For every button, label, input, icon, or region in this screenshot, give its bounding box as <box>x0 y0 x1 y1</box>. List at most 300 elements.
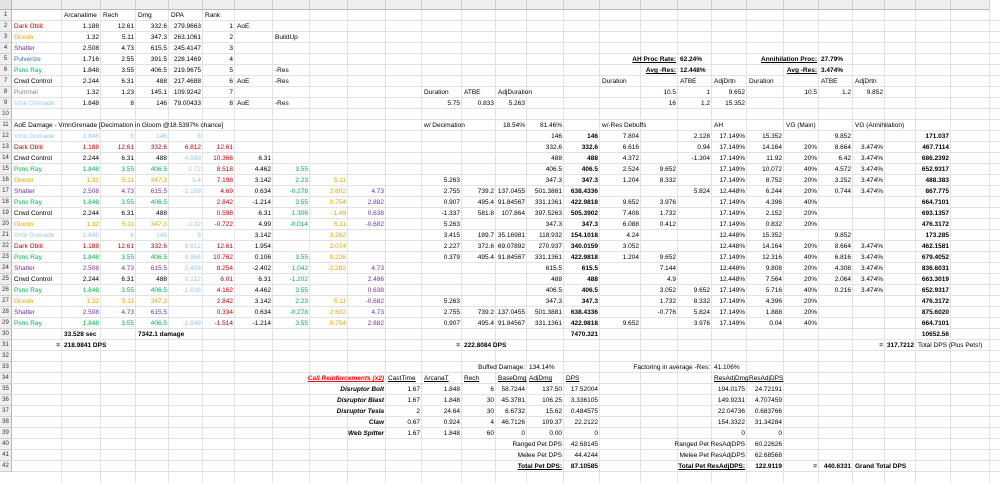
cell-x42[interactable]: Grand Total DPS <box>855 463 907 470</box>
cell-i21[interactable]: 3.262 <box>329 232 346 239</box>
cell-g17[interactable]: 0.634 <box>254 188 271 195</box>
cell-b26[interactable]: 1.848 <box>82 287 99 294</box>
cell-a23[interactable]: Psns Ray <box>14 254 42 261</box>
cell-d19[interactable]: 488 <box>156 210 167 217</box>
cell-u7[interactable]: Duration <box>749 78 774 85</box>
cell-x16[interactable]: 3.474% <box>860 177 883 184</box>
cell-b7[interactable]: 2.244 <box>82 78 99 85</box>
cell-z29[interactable]: 664.7101 <box>921 320 949 327</box>
cell-v27[interactable]: 20% <box>803 298 817 305</box>
cell-d4[interactable]: 615.5 <box>150 45 167 52</box>
cell-j24[interactable]: 4.73 <box>371 265 384 272</box>
cell-s5[interactable]: 62.24% <box>680 56 703 63</box>
cell-o37[interactable]: 15.62 <box>545 408 562 415</box>
cell-w6[interactable]: 3.474% <box>821 67 844 74</box>
cell-w17[interactable]: 0.744 <box>834 188 851 195</box>
cell-n22[interactable]: 69.07892 <box>497 243 525 250</box>
cell-x8[interactable]: 9.852 <box>866 89 883 96</box>
cell-j38[interactable]: Claw <box>368 419 384 426</box>
cell-k37[interactable]: 2 <box>416 408 420 415</box>
cell-t21[interactable]: 12.448% <box>719 232 745 239</box>
cell-o25[interactable]: 488 <box>551 276 562 283</box>
cell-b1[interactable]: Arcanatime <box>64 12 97 19</box>
row-header[interactable]: 24 <box>0 263 12 274</box>
cell-e25[interactable]: 0.212 <box>184 276 201 283</box>
cell-c24[interactable]: 4.73 <box>121 265 134 272</box>
cell-o42[interactable]: Total Pet DPS: <box>517 463 562 470</box>
cell-p38[interactable]: 22.2122 <box>574 419 598 426</box>
cell-t13[interactable]: 17.149% <box>719 144 745 151</box>
column-header-aa[interactable] <box>951 0 990 10</box>
cell-b16[interactable]: 1.32 <box>86 177 99 184</box>
cell-d23[interactable]: 406.5 <box>150 254 167 261</box>
cell-w7[interactable]: ATBE <box>821 78 838 85</box>
cell-p39[interactable]: 0 <box>594 430 598 437</box>
cell-u22[interactable]: 14.164 <box>762 243 782 250</box>
cell-m21[interactable]: 189.7 <box>477 232 494 239</box>
cell-b15[interactable]: 1.848 <box>82 166 99 173</box>
cell-o15[interactable]: 406.5 <box>545 166 562 173</box>
cell-w42[interactable]: 440.6331 <box>823 463 851 470</box>
cell-l21[interactable]: 3.415 <box>443 232 460 239</box>
cell-e26[interactable]: -1.636 <box>182 287 201 294</box>
row-header[interactable]: 30 <box>0 329 12 340</box>
cell-h6[interactable]: -Res <box>275 67 289 74</box>
row-header[interactable]: 22 <box>0 241 12 252</box>
cell-b17[interactable]: 2.508 <box>82 188 99 195</box>
cell-p29[interactable]: 422.9818 <box>570 320 598 327</box>
cell-w24[interactable]: 4.308 <box>834 265 851 272</box>
row-header[interactable]: 18 <box>0 197 12 208</box>
row-header[interactable]: 15 <box>0 164 12 175</box>
cell-b13[interactable]: 1.188 <box>82 144 99 151</box>
cell-z12[interactable]: 171.037 <box>925 133 949 140</box>
cell-h26[interactable]: 3.55 <box>295 287 308 294</box>
cell-c6[interactable]: 3.55 <box>121 67 134 74</box>
cell-p35[interactable]: 17.52004 <box>570 386 598 393</box>
cell-d18[interactable]: 406.5 <box>150 199 167 206</box>
cell-g26[interactable]: 4.462 <box>254 287 271 294</box>
cell-n23[interactable]: 91.84567 <box>497 254 525 261</box>
cell-c20[interactable]: 5.11 <box>121 221 134 228</box>
cell-t16[interactable]: 17.149% <box>719 177 745 184</box>
cell-t9[interactable]: 15.352 <box>725 100 745 107</box>
row-header[interactable]: 42 <box>0 461 12 472</box>
cell-e4[interactable]: 245.4147 <box>173 45 201 52</box>
cell-z26[interactable]: 652.9317 <box>921 287 949 294</box>
cell-v23[interactable]: 40% <box>803 254 817 261</box>
row-header[interactable]: 34 <box>0 373 12 384</box>
cell-l22[interactable]: 2.227 <box>443 243 460 250</box>
cell-c7[interactable]: 6.31 <box>121 78 134 85</box>
cell-u13[interactable]: 14.164 <box>762 144 782 151</box>
cell-d29[interactable]: 406.5 <box>150 320 167 327</box>
cell-o17[interactable]: 501.3881 <box>534 188 562 195</box>
cell-p42[interactable]: 87.10585 <box>570 463 598 470</box>
cell-a19[interactable]: Crwd Control <box>14 210 52 217</box>
cell-a21[interactable]: Vmn Grenade <box>14 232 55 239</box>
cell-i20[interactable]: 5.11 <box>333 221 346 228</box>
cell-l38[interactable]: 0.924 <box>443 419 460 426</box>
row-header[interactable]: 7 <box>0 76 12 87</box>
cell-k34[interactable]: CastTime <box>388 375 416 382</box>
row-header[interactable]: 27 <box>0 296 12 307</box>
column-header-q[interactable] <box>600 0 641 10</box>
cell-o18[interactable]: 331.1361 <box>534 199 562 206</box>
cell-t25[interactable]: 12.448% <box>719 276 745 283</box>
cell-t34[interactable]: ResAdjDmg <box>714 375 749 382</box>
cell-u39[interactable]: 0 <box>778 430 782 437</box>
cell-f29[interactable]: -1.514 <box>214 320 233 327</box>
cell-v15[interactable]: 40% <box>803 166 817 173</box>
cell-e24[interactable]: 2.456 <box>184 265 201 272</box>
cell-z19[interactable]: 693.1357 <box>921 210 949 217</box>
cell-n38[interactable]: 46.7126 <box>501 419 525 426</box>
column-header-g[interactable] <box>235 0 273 10</box>
cell-z28[interactable]: 875.6020 <box>921 309 949 316</box>
cell-w15[interactable]: 4.572 <box>834 166 851 173</box>
cell-u17[interactable]: 6.244 <box>765 188 782 195</box>
cell-z21[interactable]: 173.285 <box>925 232 949 239</box>
cell-a22[interactable]: Dark Oblit <box>14 243 43 250</box>
cell-e17[interactable]: -1.108 <box>182 188 201 195</box>
cell-j35[interactable]: Disruptor Bolt <box>340 386 384 393</box>
cell-q7[interactable]: Duration <box>602 78 627 85</box>
cell-j19[interactable]: 0.638 <box>367 210 384 217</box>
cell-i22[interactable]: 2.074 <box>329 243 346 250</box>
cell-d30[interactable]: 7342.1 damage <box>138 331 185 338</box>
cell-o33[interactable]: 134.14% <box>529 364 555 371</box>
cell-w22[interactable]: 8.664 <box>834 243 851 250</box>
cell-p26[interactable]: 406.5 <box>581 287 598 294</box>
cell-p37[interactable]: 0.484575 <box>570 408 598 415</box>
row-header[interactable]: 28 <box>0 307 12 318</box>
cell-n33[interactable]: Buffed Damage: <box>478 364 525 371</box>
cell-g15[interactable]: 4.462 <box>254 166 271 173</box>
cell-g22[interactable]: 1.954 <box>254 243 271 250</box>
cell-e2[interactable]: 279.9663 <box>173 23 201 30</box>
cell-h18[interactable]: 3.55 <box>295 199 308 206</box>
cell-a13[interactable]: Dark Oblit <box>14 144 43 151</box>
cell-i19[interactable]: -1.49 <box>331 210 346 217</box>
row-header[interactable]: 6 <box>0 65 12 76</box>
cell-i27[interactable]: 5.11 <box>333 298 346 305</box>
cell-l28[interactable]: 2.755 <box>443 309 460 316</box>
cell-u27[interactable]: 4.396 <box>765 298 782 305</box>
cell-a15[interactable]: Psns Ray <box>14 166 42 173</box>
cell-z27[interactable]: 476.3172 <box>921 298 949 305</box>
cell-m23[interactable]: 495.4 <box>477 254 494 261</box>
cell-i23[interactable]: 0.226 <box>329 254 346 261</box>
cell-q15[interactable]: 2.524 <box>622 166 639 173</box>
cell-l34[interactable]: ArcanaT <box>424 375 449 382</box>
cell-d7[interactable]: 488 <box>156 78 167 85</box>
cell-u37[interactable]: 0.683766 <box>754 408 782 415</box>
cell-g14[interactable]: 6.31 <box>258 155 271 162</box>
cell-r18[interactable]: 3.976 <box>659 199 676 206</box>
cell-o38[interactable]: 109.37 <box>542 419 562 426</box>
cell-w5[interactable]: 27.79% <box>821 56 844 63</box>
cell-o39[interactable]: 0.00 <box>549 430 562 437</box>
cell-v13[interactable]: 20% <box>803 144 817 151</box>
cell-f22[interactable]: 12.61 <box>216 243 233 250</box>
cell-a5[interactable]: Pulverize <box>14 56 41 63</box>
cell-c22[interactable]: 12.61 <box>117 243 134 250</box>
cell-t26[interactable]: 17.149% <box>719 287 745 294</box>
cell-l17[interactable]: 2.755 <box>443 188 460 195</box>
cell-f15[interactable]: 8.518 <box>216 166 233 173</box>
cell-f7[interactable]: 6 <box>229 78 233 85</box>
cell-u14[interactable]: 11.92 <box>766 155 782 162</box>
cell-n9[interactable]: 5.263 <box>508 100 525 107</box>
cell-s6[interactable]: 12.448% <box>680 67 706 74</box>
cell-i24[interactable]: -2.282 <box>327 265 346 272</box>
cell-e9[interactable]: 79.00433 <box>173 100 201 107</box>
cell-v6[interactable]: Avg -Res: <box>786 67 817 74</box>
column-header-r[interactable] <box>641 0 678 10</box>
cell-d26[interactable]: 406.5 <box>150 287 167 294</box>
row-header[interactable]: 2 <box>0 21 12 32</box>
cell-a8[interactable]: Pummel <box>14 89 38 96</box>
cell-d2[interactable]: 332.6 <box>150 23 167 30</box>
cell-g18[interactable]: -1.214 <box>252 199 271 206</box>
cell-j26[interactable]: 0.638 <box>367 287 384 294</box>
cell-c16[interactable]: 5.11 <box>121 177 134 184</box>
row-header[interactable]: 33 <box>0 362 12 373</box>
cell-q18[interactable]: 9.652 <box>622 199 639 206</box>
column-header-x[interactable] <box>853 0 885 10</box>
cell-z31[interactable]: Total DPS (Plus Pets!) <box>918 342 983 349</box>
cell-s27[interactable]: 8.332 <box>693 298 710 305</box>
cell-e13[interactable]: 6.812 <box>184 144 201 151</box>
row-header[interactable]: 17 <box>0 186 12 197</box>
cell-o24[interactable]: 615.5 <box>545 265 562 272</box>
cell-u41[interactable]: 62.68568 <box>754 452 782 459</box>
cell-b12[interactable]: 1.848 <box>82 133 99 140</box>
cell-f16[interactable]: 7.198 <box>216 177 233 184</box>
cell-z20[interactable]: 476.3172 <box>921 221 949 228</box>
cell-d27[interactable]: 347.3 <box>150 298 167 305</box>
cell-r23[interactable]: 9.652 <box>659 254 676 261</box>
cell-r25[interactable]: 4.9 <box>666 276 676 283</box>
cell-f24[interactable]: 8.254 <box>216 265 233 272</box>
cell-p16[interactable]: 347.3 <box>581 177 598 184</box>
cell-g7[interactable]: AoE <box>237 78 250 85</box>
cell-c26[interactable]: 3.55 <box>121 287 134 294</box>
cell-m18[interactable]: 495.4 <box>477 199 494 206</box>
cell-j28[interactable]: 4.73 <box>371 309 384 316</box>
cell-v28[interactable]: 20% <box>803 309 817 316</box>
cell-m38[interactable]: 4 <box>490 419 494 426</box>
cell-g27[interactable]: 3.142 <box>254 298 271 305</box>
cell-a28[interactable]: Shatter <box>14 309 35 316</box>
cell-r8[interactable]: 10.5 <box>663 89 676 96</box>
cell-p28[interactable]: 638.4336 <box>570 309 598 316</box>
cell-g23[interactable]: 0.106 <box>254 254 271 261</box>
cell-a4[interactable]: Shatter <box>14 45 35 52</box>
cell-d9[interactable]: 146 <box>156 100 167 107</box>
cell-i17[interactable]: 2.602 <box>329 188 346 195</box>
cell-b27[interactable]: 1.32 <box>86 298 99 305</box>
cell-s13[interactable]: 0.94 <box>697 144 710 151</box>
cell-b25[interactable]: 2.244 <box>82 276 99 283</box>
cell-m39[interactable]: 60 <box>486 430 494 437</box>
cell-n39[interactable]: 0 <box>521 430 525 437</box>
cell-b20[interactable]: 1.32 <box>86 221 99 228</box>
cell-d25[interactable]: 488 <box>156 276 167 283</box>
cell-h9[interactable]: -Res <box>275 100 289 107</box>
cell-w8[interactable]: 1.2 <box>841 89 851 96</box>
cell-b24[interactable]: 2.508 <box>82 265 99 272</box>
cell-d1[interactable]: Dmg <box>138 12 152 19</box>
cell-r9[interactable]: 16 <box>668 100 676 107</box>
cell-d21[interactable]: 146 <box>156 232 167 239</box>
cell-l9[interactable]: 5.75 <box>447 100 460 107</box>
cell-u25[interactable]: 7.564 <box>765 276 782 283</box>
cell-o28[interactable]: 501.3881 <box>534 309 562 316</box>
row-header[interactable]: 11 <box>0 120 12 131</box>
cell-m35[interactable]: 6 <box>490 386 494 393</box>
cell-u36[interactable]: 4.707459 <box>754 397 782 404</box>
column-header-s[interactable] <box>678 0 712 10</box>
cell-u38[interactable]: 31.34284 <box>754 419 782 426</box>
cell-l27[interactable]: 5.263 <box>443 298 460 305</box>
row-header[interactable]: 19 <box>0 208 12 219</box>
cell-s8[interactable]: 1 <box>706 89 710 96</box>
cell-x31[interactable]: = <box>879 342 883 349</box>
cell-v8[interactable]: 10.5 <box>804 89 817 96</box>
cell-g16[interactable]: 3.142 <box>254 177 271 184</box>
cell-f23[interactable]: 10.762 <box>213 254 233 261</box>
cell-q16[interactable]: 1.204 <box>622 177 639 184</box>
cell-u20[interactable]: 0.832 <box>765 221 782 228</box>
cell-v5[interactable]: Annihilation Proc: <box>761 56 817 63</box>
row-header[interactable]: 8 <box>0 87 12 98</box>
cell-d12[interactable]: 146 <box>156 133 167 140</box>
cell-l20[interactable]: 5.263 <box>443 221 460 228</box>
column-header-m[interactable] <box>462 0 496 10</box>
cell-j37[interactable]: Disruptor Tesla <box>336 408 384 415</box>
cell-d5[interactable]: 391.5 <box>150 56 167 63</box>
cell-b18[interactable]: 1.848 <box>82 199 99 206</box>
row-header[interactable]: 38 <box>0 417 12 428</box>
cell-f14[interactable]: 10.366 <box>213 155 233 162</box>
row-header[interactable]: 41 <box>0 450 12 461</box>
cell-o36[interactable]: 106.25 <box>542 397 562 404</box>
cell-t28[interactable]: 17.149% <box>719 309 745 316</box>
cell-m22[interactable]: 372.6 <box>477 243 494 250</box>
cell-d20[interactable]: 347.3 <box>150 221 167 228</box>
cell-p40[interactable]: 42.68145 <box>570 441 598 448</box>
cell-u12[interactable]: 15.352 <box>762 133 782 140</box>
cell-o41[interactable]: Melee Pet DPS <box>517 452 562 459</box>
cell-j34[interactable]: Call Reinforcements (x2) <box>307 375 384 382</box>
cell-k36[interactable]: 1.67 <box>407 397 420 404</box>
row-header[interactable]: 26 <box>0 285 12 296</box>
cell-b22[interactable]: 1.188 <box>82 243 99 250</box>
column-header-t[interactable] <box>712 0 747 10</box>
cell-q13[interactable]: 6.616 <box>622 144 639 151</box>
cell-a17[interactable]: Shatter <box>14 188 35 195</box>
cell-b29[interactable]: 1.848 <box>82 320 99 327</box>
select-all-corner[interactable] <box>0 0 12 10</box>
cell-g24[interactable]: -2.402 <box>252 265 271 272</box>
cell-u28[interactable]: 1.888 <box>765 309 782 316</box>
cell-l23[interactable]: 0.379 <box>443 254 460 261</box>
cell-c29[interactable]: 3.55 <box>121 320 134 327</box>
column-header-k[interactable] <box>386 0 422 10</box>
cell-e3[interactable]: 263.1061 <box>173 34 201 41</box>
cell-p14[interactable]: 488 <box>587 155 598 162</box>
cell-s14[interactable]: -1.304 <box>691 155 710 162</box>
cell-j39[interactable]: Web Spitter <box>348 430 384 437</box>
cell-c25[interactable]: 6.31 <box>121 276 134 283</box>
cell-y31[interactable]: 317.7212 <box>886 342 914 349</box>
cell-c9[interactable]: 8 <box>130 100 134 107</box>
cell-f18[interactable]: 2.842 <box>216 199 233 206</box>
cell-t20[interactable]: 17.149% <box>719 221 745 228</box>
cell-f1[interactable]: Rank <box>205 12 221 19</box>
cell-e15[interactable]: 2.72 <box>188 166 201 173</box>
cell-d24[interactable]: 615.5 <box>150 265 167 272</box>
cell-v14[interactable]: 20% <box>803 155 817 162</box>
cell-o23[interactable]: 331.1361 <box>534 254 562 261</box>
cell-r15[interactable]: 9.652 <box>659 166 676 173</box>
cell-k38[interactable]: 0.67 <box>407 419 420 426</box>
cell-b2[interactable]: 1.188 <box>82 23 99 30</box>
cell-a6[interactable]: Psns Ray <box>14 67 42 74</box>
cell-l8[interactable]: Duration <box>424 89 449 96</box>
cell-t19[interactable]: 17.149% <box>719 210 745 217</box>
cell-s12[interactable]: 2.128 <box>693 133 710 140</box>
row-header[interactable]: 37 <box>0 406 12 417</box>
cell-c15[interactable]: 3.55 <box>121 166 134 173</box>
cell-e14[interactable]: 4.568 <box>184 155 201 162</box>
row-header[interactable]: 35 <box>0 384 12 395</box>
cell-d6[interactable]: 406.5 <box>150 67 167 74</box>
cell-f9[interactable]: 8 <box>229 100 233 107</box>
cell-w12[interactable]: 9.852 <box>834 133 851 140</box>
cell-x23[interactable]: 3.474% <box>860 254 883 261</box>
row-header[interactable]: 23 <box>0 252 12 263</box>
cell-z17[interactable]: 867.775 <box>925 188 949 195</box>
cell-f25[interactable]: 6.01 <box>220 276 233 283</box>
cell-f20[interactable]: -0.722 <box>214 221 233 228</box>
cell-h24[interactable]: 1.042 <box>291 265 308 272</box>
cell-p12[interactable]: 146 <box>587 133 598 140</box>
cell-a2[interactable]: Dark Oblit <box>14 23 43 30</box>
cell-m29[interactable]: 495.4 <box>477 320 494 327</box>
cell-w14[interactable]: 6.42 <box>838 155 851 162</box>
column-header-e[interactable] <box>169 0 203 10</box>
cell-f27[interactable]: 2.842 <box>216 298 233 305</box>
cell-v16[interactable]: 20% <box>803 177 817 184</box>
cell-n18[interactable]: 91.84567 <box>497 199 525 206</box>
cell-m31[interactable]: 222.8084 DPS <box>464 342 507 349</box>
cell-t42[interactable]: Total Pet ResAdjDPS: <box>678 463 745 470</box>
cell-p17[interactable]: 638.4336 <box>570 188 598 195</box>
cell-u42[interactable]: 122.9119 <box>755 463 782 470</box>
cell-r6[interactable]: Avg -Res: <box>645 67 676 74</box>
cell-z18[interactable]: 664.7101 <box>921 199 949 206</box>
cell-m36[interactable]: 30 <box>486 397 494 404</box>
cell-u23[interactable]: 12.316 <box>762 254 782 261</box>
cell-c18[interactable]: 3.55 <box>121 199 134 206</box>
cell-c4[interactable]: 4.73 <box>121 45 134 52</box>
cell-a24[interactable]: Shatter <box>14 265 35 272</box>
cell-z25[interactable]: 663.3019 <box>921 276 949 283</box>
cell-d15[interactable]: 406.5 <box>150 166 167 173</box>
